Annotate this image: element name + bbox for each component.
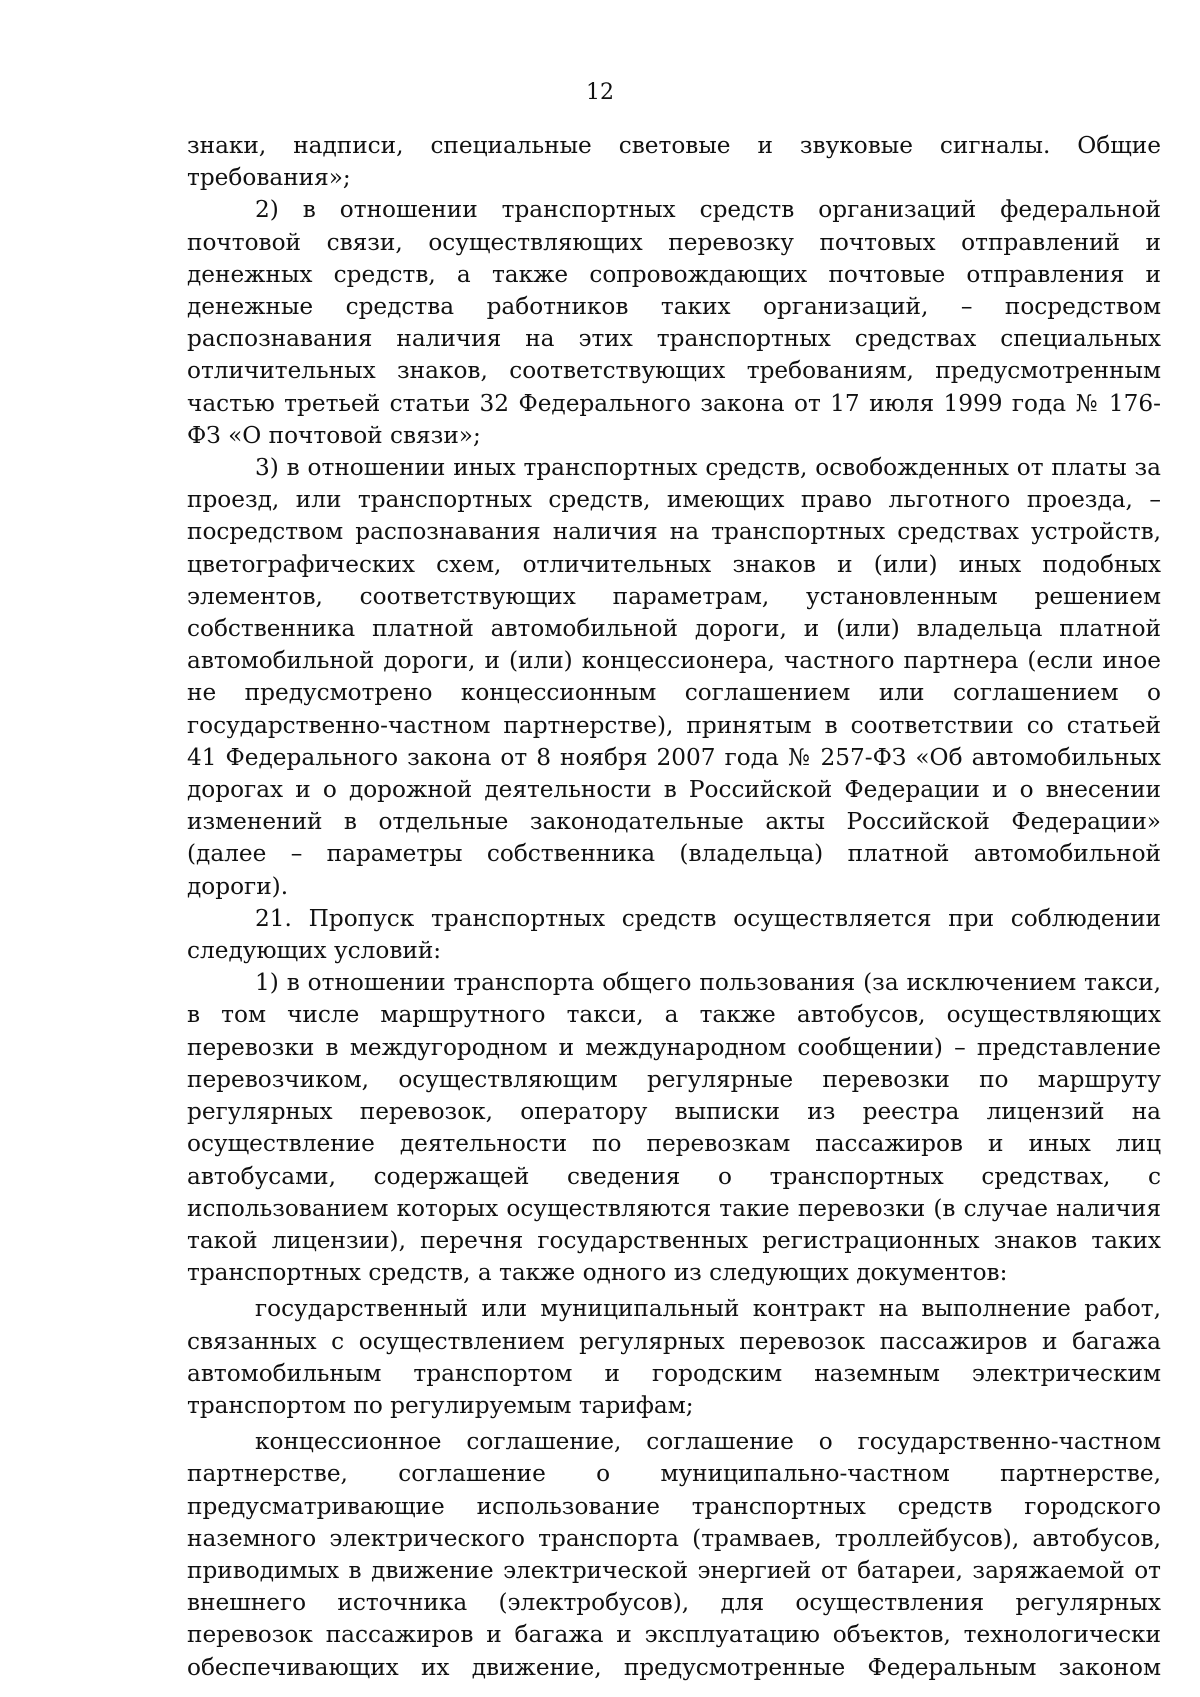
document-body <box>187 130 1161 1684</box>
paragraph-subitem-1: 1) в отношении транспорта общего пользования (за исключением такси, в том числе маршрутного такси, а также автобусов, осуществляющих перевозки в междугородном и международном сообщении) – представление перевозчиком, осуществляющим регулярные перевозки по маршруту регулярных перевозок, оператору выписки из реестра лицензий на осуществление деятельности по перевозкам пассажиров и иных лиц автобусами, содержащей сведения о транспортных средствах, с использованием которых осуществляются такие перевозки (в случае наличия такой лицензии), перечня государственных регистрационных знаков таких транспортных средств, а также одного из следующих документов: <box>187 969 1161 1287</box>
page-number: 12 <box>586 80 614 105</box>
paragraph-concession: концессионное соглашение, соглашение о государственно-частном партнерстве, соглашение о муниципально-частном партнерстве, предусматривающие использование транспортных средств городского наземного электрического транспорта (трамваев, троллейбусов), автобусов, приводимых в движение электрической энергией от батареи, заряжаемой от внешнего источника (электробусов), для осуществления регулярных перевозок пассажиров и багажа и эксплуатацию объектов, технологически обеспечивающих их движение, предусмотренные Федеральным законом <box>187 1428 1161 1681</box>
paragraph-item-2: 2) в отношении транспортных средств организаций федеральной почтовой связи, осуществляющих перевозку почтовых отправлений и денежных средств, а также сопровождающих почтовые отправления и денежные средства работников таких организаций, – посредством распознавания наличия на этих транспортных средствах специальных отличительных знаков, соответствующих требованиям, предусмотренным частью третьей статьи 32 Федерального закона от 17 июля 1999 года № 176-ФЗ «О почтовой связи»; <box>187 196 1161 449</box>
paragraph-continuation: знаки, надписи, специальные световые и звуковые сигналы. Общие требования»; <box>187 132 1161 192</box>
paragraph-contract: государственный или муниципальный контракт на выполнение работ, связанных с осуществлением регулярных перевозок пассажиров и багажа автомобильным транспортом и городским наземным электрическим транспортом по регулируемым тарифам; <box>187 1295 1161 1419</box>
paragraph-item-3: 3) в отношении иных транспортных средств, освобожденных от платы за проезд, или транспортных средств, имеющих право льготного проезда, – посредством распознавания наличия на транспортных средствах устройств, цветографических схем, отличительных знаков и (или) иных подобных элементов, соответствующих параметрам, установленным решением собственника платной автомобильной дороги, и (или) владельца платной автомобильной дороги, и (или) концессионера, частного партнера (если иное не предусмотрено концессионным соглашением или соглашением о государственно-частном партнерстве), принятым в соответствии со статьей 41 Федерального закона от 8 ноября 2007 года № 257-ФЗ «Об автомобильных дорогах и о дорожной деятельности в Российской Федерации и о внесении изменений в отдельные законодательные акты Российской Федерации» (далее – параметры собственника (владельца) платной автомобильной дороги). <box>187 454 1161 900</box>
paragraph-section-21: 21. Пропуск транспортных средств осуществляется при соблюдении следующих условий: <box>187 904 1161 965</box>
